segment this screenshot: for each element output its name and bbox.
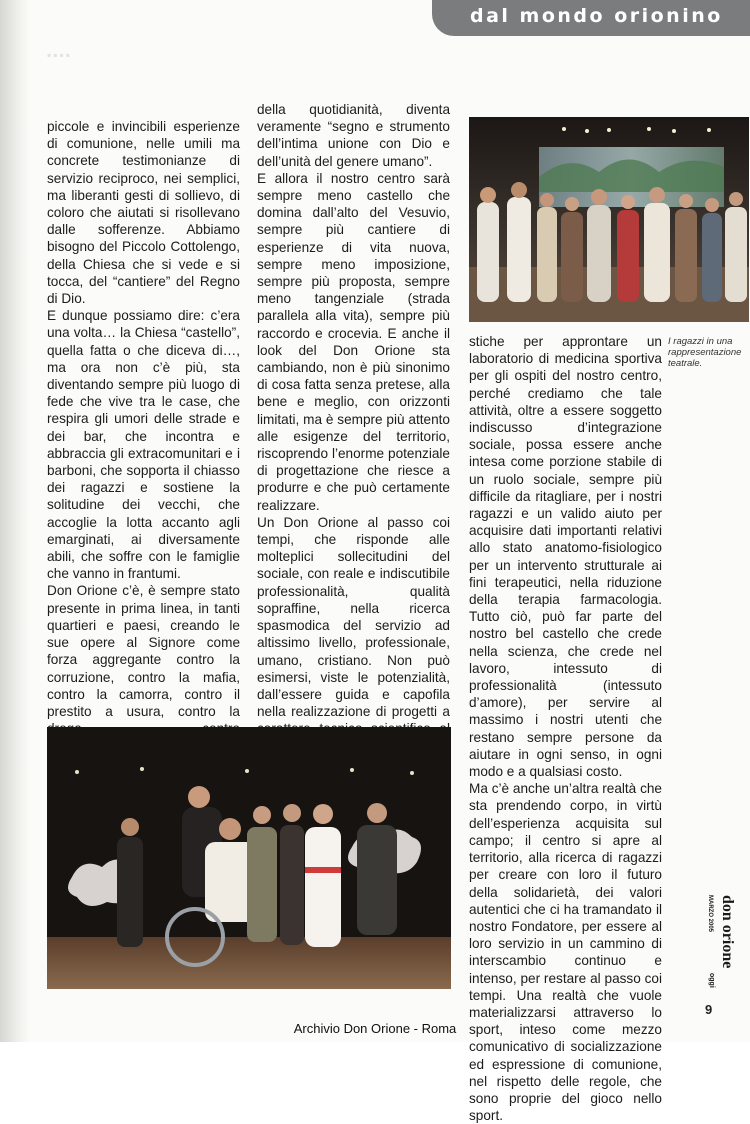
- brand-name: don orione: [719, 895, 736, 969]
- brand-date: MARZO 2005: [707, 895, 713, 933]
- brand-masthead: [705, 893, 736, 993]
- page-spine-shadow: [0, 0, 30, 1042]
- faint-show-through: ▪▪▪▪: [47, 48, 73, 62]
- photo-caption: I ragazzi in una rappresentazione teatrale.: [668, 336, 742, 369]
- paragraph: piccole e invincibili esperienze di comunione, nelle umili ma concrete testimonianze di servizio reciproco, nei semplici, ma liberanti gesti di sollievo, di coloro che aiutati si risollevano dalle sofferenze. Abbiamo bisogno del Piccolo Cottolengo, della Chiesa che si vede e si tocca, del “cantiere” del Regno di Dio.: [47, 119, 240, 307]
- paragraph: E allora il nostro centro sarà sempre meno castello che domina dall’alto del Vesuvio, sempre più cantiere di esperienze di vita nuova, sempre meno imposizione, sempre più proposta, sempre meno tangenziale (strada parallela alla vita), sempre più raccordo e crocevia. E anche il look del Don Orione sta cambiando, non è più sinonimo di cosa fatta senza pretese, alla bene e meglio, con orizzonti limitati, ma è sempre più attento alle esigenze del territorio, riscoprendo l’enorme potenziale di progettazione che riesce a produrre e che può certamente realizzare.: [257, 170, 450, 513]
- text-column-2: [257, 101, 450, 824]
- archive-footer: Archivio Don Orione - Roma: [293, 1021, 457, 1036]
- paragraph: E dunque possiamo dire: c’era una volta… la Chiesa “castello”, quella fatta o che diceva di…, ma ora non c’è più, sta diventando sempre più luogo di fede che vive tra le case, che respira gli umori delle strade e dei bar, che incontra e abbraccia gli extracomunitari e i barboni, che sopporta il chiasso dei ragazzi e sostiene la solitudine dei vecchi, che accoglie la lotta accanto agli emarginati, ai diversamente abili, che soffre con le famiglie che vanno in frantumi.: [47, 308, 240, 582]
- paragraph: Ma c’è anche un’altra realtà che sta prendendo corpo, in virtù dell’esperienza acquisita sul campo; il centro si apre al territorio, alla ricerca di ragazzi per creare con loro il futuro della solidarietà, dei valori autentici che ci ha tramandato il nostro Fondatore, per essere al loro servizio in un cammino di interscambio continuo e intenso, per restare al passo coi tempi. Una realtà che vuole materializzarsi attraverso lo sport, inteso come mezzo comunicativo di socializzazione ed espressione di comunione, nel rispetto delle regole, che sono proprie del gioco nello sport.: [469, 781, 662, 1124]
- paragraph: Un Don Orione al passo coi tempi, che risponde alle molteplici sollecitudini del sociale, con reale e indiscutibile professionalità, qualità sopraffine, nella ricerca spasmodica del servizio ad altissimo livello, professionale, umano, cristiano. Non può esimersi, viste le potenzialità, dall’essere guida e capofila nella realizzazione di progetti a: [257, 514, 450, 720]
- page-number: 9: [705, 1002, 713, 1017]
- group-photo-illustration: [47, 727, 451, 989]
- section-title: dal mondo orionino: [470, 5, 723, 27]
- paragraph: stiche per approntare un laboratorio di medicina sportiva per gli ospiti del nostro centro, perché crediamo che tale attività, oltre a essere soggetto indiscusso d’integrazione sociale, possa essere anche intesa come porzione stabile di un ruolo sociale, sempre più difficile da ritagliare, per i nostri ragazzi e un valido aiuto per acquisire dati importanti relativi allo stato anatomo-fisiologico per un intervento strutturale ai fini terapeutici, nella riduzione della terapia farmacologia. Tutto ciò, può far parte del nostro bel castello che crede nella scienza, che crede nel lavoro, intessuto di professionalità (intessuto d’amore), per servire al massimo i nostri utenti che restano sempre persone da aiutare in ogni senso, in ogni modo e a qualsiasi costo.: [469, 334, 662, 780]
- stage-photo-illustration: [469, 117, 749, 322]
- theatre-stage-photo: [469, 117, 749, 322]
- stage-group-photo: [47, 727, 451, 989]
- paragraph: Don Orione c’è, è sempre stato presente in prima linea, in tanti quartieri e paesi, creando le sue opere al Signore come forza aggregante contro la corruzione, contro la mafia, contro la camorra, contro il prestito a usura, contro la: [47, 583, 240, 719]
- text-column-3: [469, 333, 662, 1124]
- brand-sub: oggi: [708, 973, 715, 988]
- don-orione-logo: [705, 893, 736, 993]
- paragraph: della quotidianità, diventa veramente “segno e strumento dell’intima unione con Dio e dell’unità del genere umano”.: [257, 102, 450, 169]
